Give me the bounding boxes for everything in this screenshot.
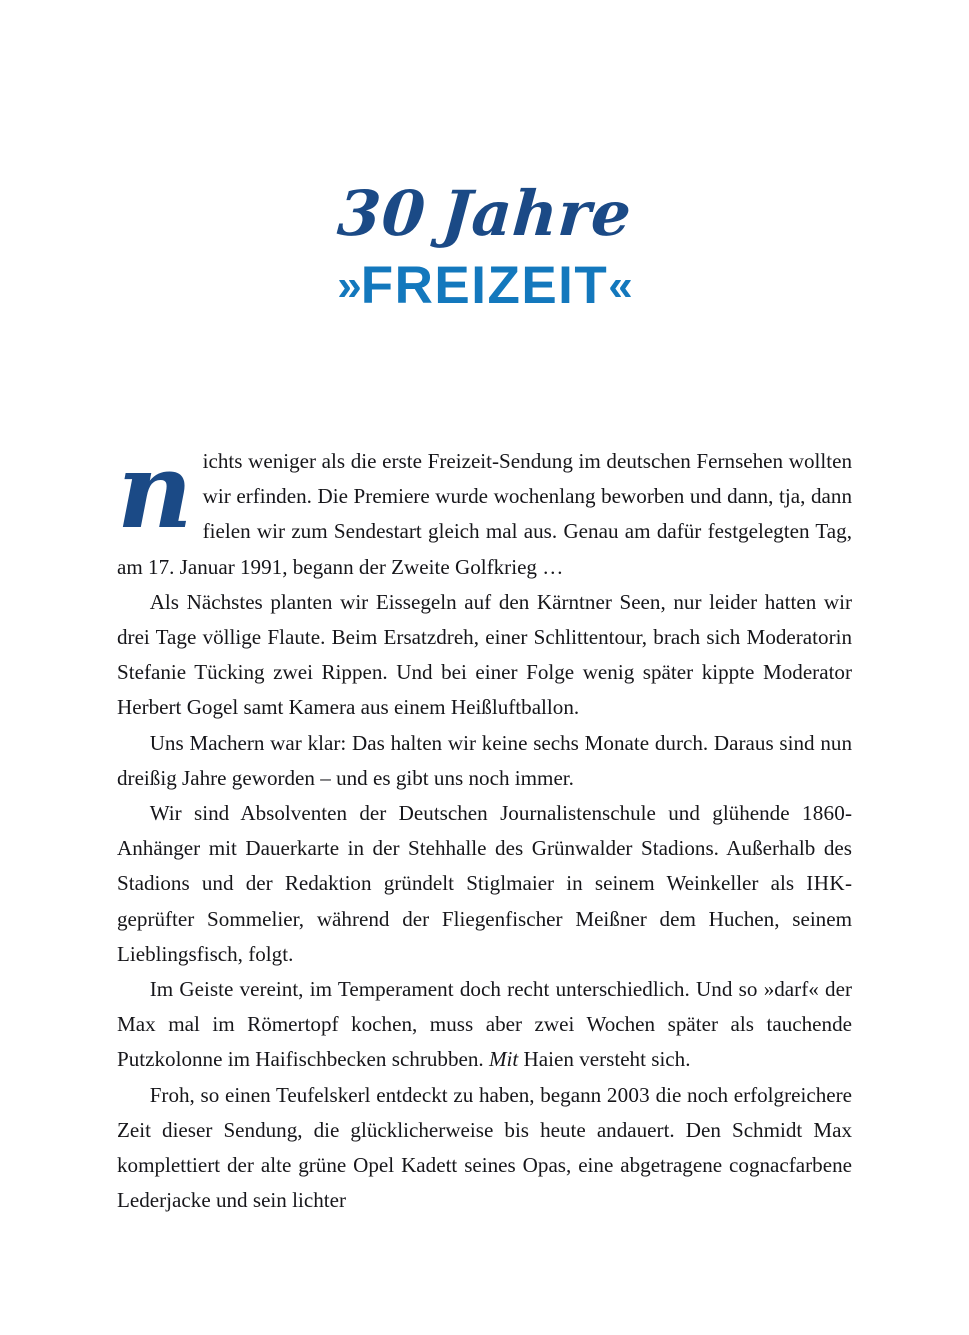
paragraph-3-text: Uns Machern war klar: Das halten wir keine sechs Monate durch. Daraus sind nun dreißig Jahre geworden – und es gibt uns noch immer. <box>117 730 852 790</box>
paragraph-6-seg-a: Froh, so einen Teufelskerl entdeckt zu haben, begann <box>149 1082 607 1107</box>
title-script-number: 30 <box>335 177 429 250</box>
drop-cap: n <box>117 429 193 552</box>
paragraph-1 <box>117 429 852 585</box>
paragraph-4-seg-a: Wir sind Absolventen der Deutschen Journalistenschule und glühende <box>149 801 802 826</box>
body-text-column <box>117 429 852 1218</box>
open-guillemet-icon: » <box>337 261 361 310</box>
paragraph-2-text: Als Nächstes planten wir Eissegeln auf den Kärntner Seen, nur leider hatten wir drei Tage völlige Flaute. Beim Ersatzdreh, einer Schlittentour, brach sich Moderatorin Stefanie Tücking zwei Rippen. Und bei einer Folge wenig später kippte Moderator Herbert Gogel samt Kamera aus einem Heißluftballon. <box>117 589 852 720</box>
paragraph-4-abbrev-ihk: IHK <box>806 871 845 896</box>
paragraph-6-seg-b: die noch erfolgreichere Zeit dieser Sendung, die glücklicherweise bis heute andauert. Den Schmidt Max komplettiert der alte grüne Opel Kadett seines Opas, eine abgetragene cognacfarbene Lederjacke und sein lichter <box>117 1082 852 1213</box>
title-script-line <box>0 177 969 250</box>
paragraph-2 <box>117 585 852 726</box>
paragraph-4-seg-b: -Anhänger mit Dauerkarte in der Stehhalle des Grünwalder Stadions. Außerhalb des Stadions und der Redaktion gründelt Stiglmaier in seinem Weinkeller als <box>117 801 852 896</box>
paragraph-5-seg-b: Haien versteht sich. <box>518 1047 691 1072</box>
close-guillemet-icon: « <box>608 261 632 310</box>
paragraph-4-year-1860: 1860 <box>801 801 845 826</box>
paragraph-6 <box>117 1078 852 1219</box>
paragraph-3 <box>117 726 852 796</box>
title-headline-text: FREIZEIT <box>360 256 609 315</box>
paragraph-6-year-2003: 2003 <box>606 1082 650 1107</box>
paragraph-5-italic-mit: Mit <box>488 1047 519 1072</box>
paragraph-4 <box>117 796 852 972</box>
paragraph-5 <box>117 972 852 1078</box>
paragraph-1-text: ichts weniger als die erste Freizeit-Sendung im deutschen Fernsehen wollten wir erfinden. Die Premiere wurde wochenlang beworben und dann, tja, dann fielen wir zum Sendestart gleich mal aus. Genau am dafür festgelegten Tag, am 17. Januar 1991, begann der Zweite Golfkrieg … <box>117 449 852 579</box>
title-script-word: Jahre <box>439 177 634 250</box>
paragraph-4-seg-c: -geprüfter Sommelier, während der Fliegenfischer Meißner dem Huchen, seinem Lieblingsfisch, folgt. <box>117 871 852 966</box>
title-headline <box>0 256 969 315</box>
paragraph-5-seg-a: Im Geiste vereint, im Temperament doch recht unterschiedlich. Und so »darf« der Max mal im Römertopf kochen, muss aber zwei Wochen später als tauchende Putzkolonne im Haifischbecken schrubben. <box>117 977 852 1072</box>
page-title-block <box>0 177 969 315</box>
